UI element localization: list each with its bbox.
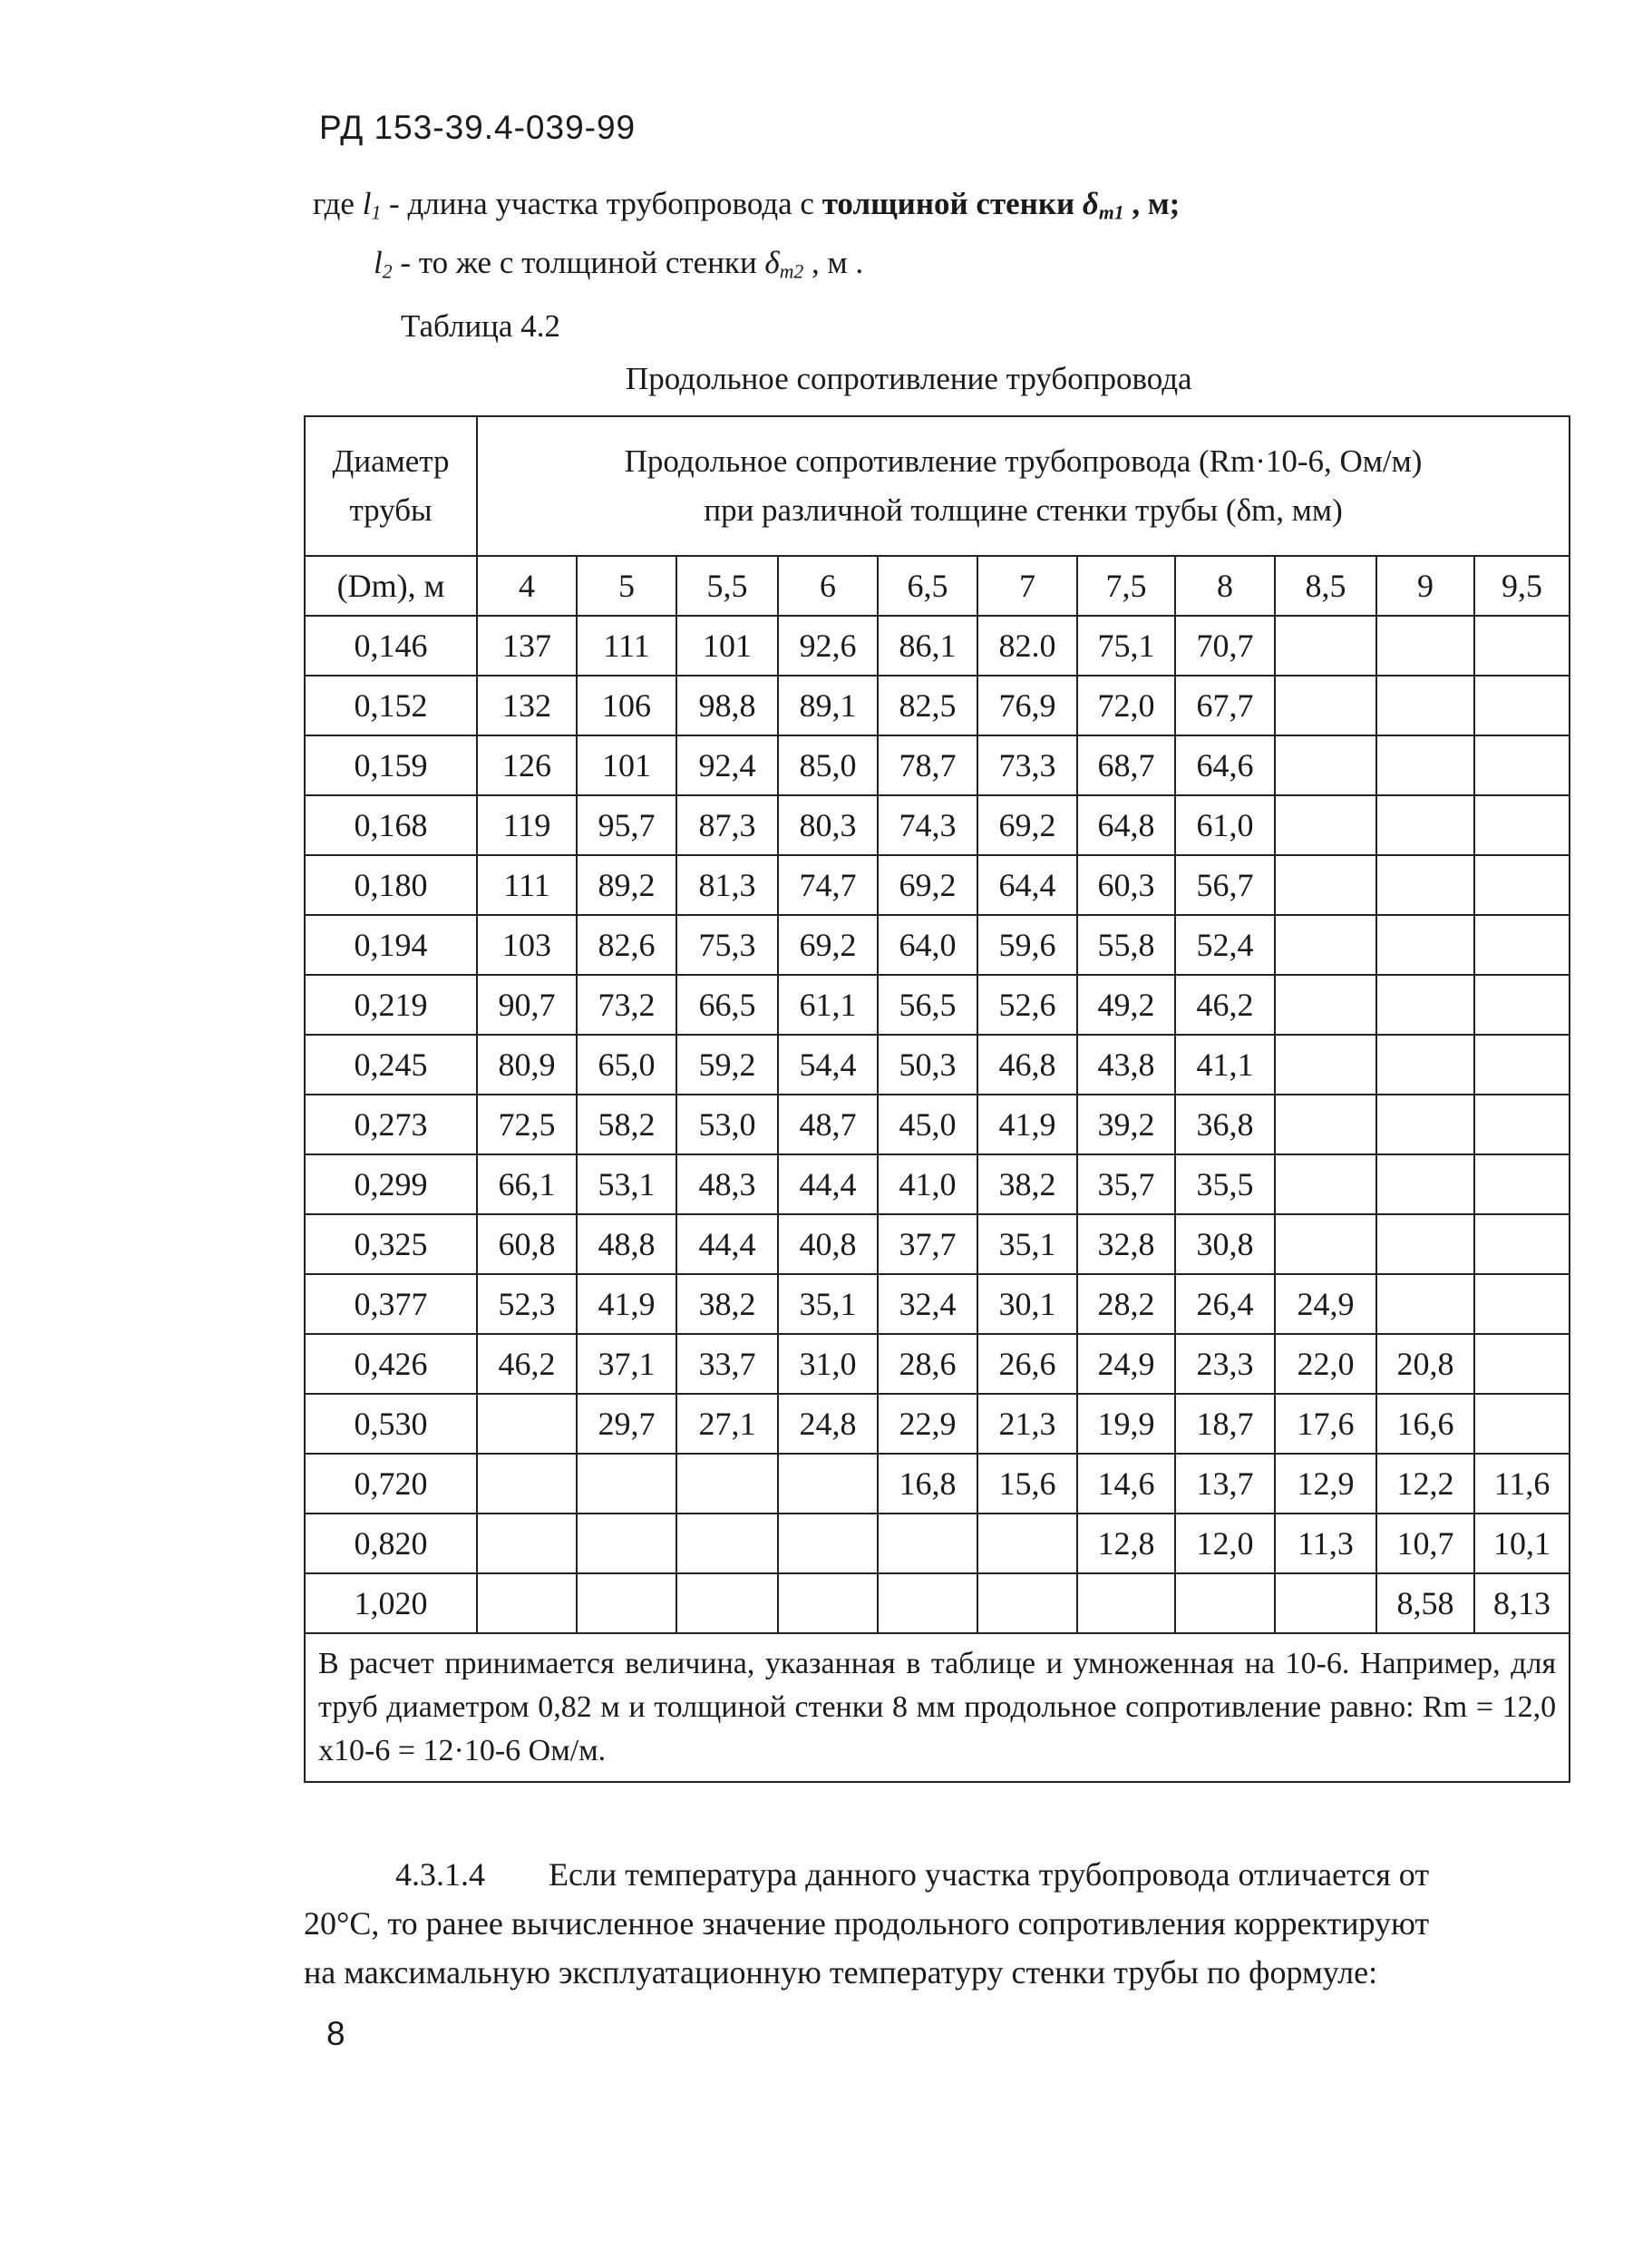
table-row (305, 1334, 1570, 1394)
resistance-cell (1275, 616, 1376, 676)
resistance-cell: 12,8 (1077, 1514, 1175, 1573)
resistance-cell (1474, 616, 1570, 676)
table-row (305, 975, 1570, 1035)
resistance-cell: 27,1 (676, 1394, 778, 1454)
definition-suffix: , м; (1123, 186, 1181, 221)
resistance-cell: 28,6 (878, 1334, 977, 1394)
resistance-cell: 86,1 (878, 616, 977, 676)
resistance-cell: 126 (477, 735, 577, 795)
resistance-cell: 37,1 (577, 1334, 676, 1394)
resistance-cell: 52,3 (477, 1274, 577, 1334)
thickness-header: 8,5 (1275, 556, 1376, 616)
resistance-cell: 35,1 (977, 1214, 1077, 1274)
diameter-cell: 0,426 (305, 1334, 477, 1394)
paragraph-text-1: Если температура данного участка трубопровода отличается от (549, 1856, 1430, 1893)
resistance-cell (477, 1573, 577, 1633)
resistance-cell: 22,0 (1275, 1334, 1376, 1394)
resistance-cell (1275, 975, 1376, 1035)
variable-l2: $l_2$ (374, 245, 393, 283)
header-diameter: Диаметр трубы (305, 416, 477, 556)
resistance-cell (1474, 975, 1570, 1035)
resistance-cell: 64,6 (1175, 735, 1275, 795)
resistance-cell (1275, 1214, 1376, 1274)
resistance-cell (1275, 1154, 1376, 1214)
resistance-cell: 44,4 (676, 1214, 778, 1274)
table-row (305, 1514, 1570, 1573)
resistance-cell: 59,2 (676, 1035, 778, 1095)
diameter-cell: 0,180 (305, 855, 477, 915)
resistance-cell (778, 1514, 878, 1573)
resistance-cell: 15,6 (977, 1454, 1077, 1514)
resistance-cell: 66,5 (676, 975, 778, 1035)
resistance-cell: 8,58 (1376, 1573, 1474, 1633)
resistance-cell: 18,7 (1175, 1394, 1275, 1454)
resistance-cell: 111 (577, 616, 676, 676)
definition-suffix: , м . (803, 245, 864, 280)
resistance-cell (1376, 1214, 1474, 1274)
symbol-delta-m1: $\delta_{m1}$ (1082, 186, 1124, 224)
resistance-cell: 72,0 (1077, 676, 1175, 735)
resistance-cell: 13,7 (1175, 1454, 1275, 1514)
resistance-cell: 53,0 (676, 1095, 778, 1154)
resistance-cell: 56,5 (878, 975, 977, 1035)
thickness-header: 6 (778, 556, 878, 616)
resistance-cell: 82,5 (878, 676, 977, 735)
table-row (305, 735, 1570, 795)
resistance-cell: 12,9 (1275, 1454, 1376, 1514)
table-row (305, 1394, 1570, 1454)
resistance-cell: 106 (577, 676, 676, 735)
thickness-header: 9 (1376, 556, 1474, 616)
resistance-cell (477, 1514, 577, 1573)
resistance-cell: 41,0 (878, 1154, 977, 1214)
resistance-cell: 66,1 (477, 1154, 577, 1214)
resistance-cell: 92,4 (676, 735, 778, 795)
resistance-cell (577, 1573, 676, 1633)
diameter-cell: 0,159 (305, 735, 477, 795)
resistance-cell (1275, 1095, 1376, 1154)
resistance-cell: 59,6 (977, 915, 1077, 975)
resistance-cell: 46,8 (977, 1035, 1077, 1095)
resistance-cell: 37,7 (878, 1214, 977, 1274)
resistance-cell: 50,3 (878, 1035, 977, 1095)
resistance-cell: 76,9 (977, 676, 1077, 735)
header-diameter-unit: (Dm), м (305, 556, 477, 616)
resistance-cell: 53,1 (577, 1154, 676, 1214)
resistance-cell: 65,0 (577, 1035, 676, 1095)
diameter-cell: 0,245 (305, 1035, 477, 1095)
table-row (305, 915, 1570, 975)
resistance-cell: 10,1 (1474, 1514, 1570, 1573)
table-row (305, 676, 1570, 735)
resistance-cell (1376, 1154, 1474, 1214)
table-title: Продольное сопротивление трубопровода (626, 361, 1192, 396)
definition-bold: толщиной стенки (821, 186, 1083, 221)
header-resistance: Продольное сопротивление трубопровода (Rm·10-6, Ом/м) при различной толщине стенки трубы (δm, мм) (477, 416, 1570, 556)
resistance-cell: 14,6 (1077, 1454, 1175, 1514)
resistance-cell (878, 1514, 977, 1573)
resistance-cell: 90,7 (477, 975, 577, 1035)
resistance-cell: 75,3 (676, 915, 778, 975)
resistance-cell: 41,1 (1175, 1035, 1275, 1095)
table-row (305, 1154, 1570, 1214)
definition-text: - то же с толщиной стенки (392, 245, 765, 280)
variable-l1: $l_1$ (362, 186, 382, 224)
resistance-cell (1275, 1573, 1376, 1633)
resistance-cell: 137 (477, 616, 577, 676)
resistance-cell: 64,4 (977, 855, 1077, 915)
resistance-cell: 61,1 (778, 975, 878, 1035)
table-row (305, 1454, 1570, 1514)
resistance-cell: 30,1 (977, 1274, 1077, 1334)
resistance-cell: 16,6 (1376, 1394, 1474, 1454)
resistance-cell: 20,8 (1376, 1334, 1474, 1394)
table-row (305, 1035, 1570, 1095)
resistance-cell: 73,3 (977, 735, 1077, 795)
resistance-cell: 36,8 (1175, 1095, 1275, 1154)
resistance-cell: 87,3 (676, 795, 778, 855)
resistance-cell: 103 (477, 915, 577, 975)
resistance-cell (1376, 1095, 1474, 1154)
resistance-cell (778, 1454, 878, 1514)
resistance-cell (1376, 855, 1474, 915)
thickness-header: 4 (477, 556, 577, 616)
resistance-cell: 52,6 (977, 975, 1077, 1035)
resistance-cell: 132 (477, 676, 577, 735)
resistance-cell (1077, 1573, 1175, 1633)
table-row (305, 1214, 1570, 1274)
resistance-cell: 69,2 (878, 855, 977, 915)
resistance-cell: 49,2 (1077, 975, 1175, 1035)
resistance-cell: 64,8 (1077, 795, 1175, 855)
resistance-cell (1474, 735, 1570, 795)
resistance-cell: 78,7 (878, 735, 977, 795)
diameter-cell: 0,273 (305, 1095, 477, 1154)
resistance-cell (1376, 616, 1474, 676)
thickness-header: 5 (577, 556, 676, 616)
resistance-cell: 35,1 (778, 1274, 878, 1334)
resistance-cell: 12,2 (1376, 1454, 1474, 1514)
resistance-cell: 17,6 (1275, 1394, 1376, 1454)
resistance-cell: 22,9 (878, 1394, 977, 1454)
resistance-cell: 39,2 (1077, 1095, 1175, 1154)
resistance-cell: 46,2 (477, 1334, 577, 1394)
resistance-cell: 60,8 (477, 1214, 577, 1274)
resistance-cell: 75,1 (1077, 616, 1175, 676)
resistance-cell (1474, 1154, 1570, 1214)
resistance-cell: 111 (477, 855, 577, 915)
resistance-cell: 12,0 (1175, 1514, 1275, 1573)
table-row (305, 855, 1570, 915)
paragraph-line-3: на максимальную эксплуатационную температуру стенки трубы по формуле: (304, 1954, 1378, 1991)
resistance-cell: 30,8 (1175, 1214, 1275, 1274)
thickness-header: 8 (1175, 556, 1275, 616)
resistance-cell (1175, 1573, 1275, 1633)
resistance-cell: 38,2 (676, 1274, 778, 1334)
resistance-cell: 48,7 (778, 1095, 878, 1154)
thickness-header: 9,5 (1474, 556, 1570, 616)
resistance-cell: 11,3 (1275, 1514, 1376, 1573)
resistance-cell (1376, 1035, 1474, 1095)
table-row (305, 1573, 1570, 1633)
resistance-cell (878, 1573, 977, 1633)
resistance-cell: 101 (577, 735, 676, 795)
resistance-cell: 24,8 (778, 1394, 878, 1454)
resistance-cell (1474, 1274, 1570, 1334)
resistance-cell: 41,9 (977, 1095, 1077, 1154)
definition-text: - длина участка трубопровода с (381, 186, 822, 221)
paragraph-line-1 (395, 1850, 1429, 1899)
resistance-cell (1474, 1394, 1570, 1454)
resistance-cell: 72,5 (477, 1095, 577, 1154)
diameter-cell: 0,146 (305, 616, 477, 676)
resistance-cell: 43,8 (1077, 1035, 1175, 1095)
resistance-cell: 48,3 (676, 1154, 778, 1214)
resistance-cell (577, 1454, 676, 1514)
resistance-cell: 40,8 (778, 1214, 878, 1274)
resistance-cell (1275, 735, 1376, 795)
table-row (305, 1095, 1570, 1154)
diameter-cell: 0,168 (305, 795, 477, 855)
resistance-cell: 29,7 (577, 1394, 676, 1454)
table-row (305, 795, 1570, 855)
resistance-cell: 48,8 (577, 1214, 676, 1274)
resistance-cell: 60,3 (1077, 855, 1175, 915)
diameter-cell: 0,820 (305, 1514, 477, 1573)
diameter-cell: 0,325 (305, 1214, 477, 1274)
resistance-cell (676, 1514, 778, 1573)
resistance-cell: 54,4 (778, 1035, 878, 1095)
resistance-cell (1474, 855, 1570, 915)
resistance-cell: 85,0 (778, 735, 878, 795)
resistance-cell: 31,0 (778, 1334, 878, 1394)
resistance-cell (1376, 1274, 1474, 1334)
resistance-cell (1376, 915, 1474, 975)
diameter-cell: 0,530 (305, 1394, 477, 1454)
resistance-cell: 69,2 (977, 795, 1077, 855)
resistance-cell: 67,7 (1175, 676, 1275, 735)
resistance-cell (1275, 676, 1376, 735)
symbol-delta-m2: $\delta_{m2}$ (764, 245, 804, 283)
diameter-cell: 0,152 (305, 676, 477, 735)
resistance-cell: 23,3 (1175, 1334, 1275, 1394)
diameter-cell: 0,219 (305, 975, 477, 1035)
resistance-cell: 70,7 (1175, 616, 1275, 676)
resistance-cell: 89,1 (778, 676, 878, 735)
resistance-cell (1474, 1334, 1570, 1394)
resistance-cell: 46,2 (1175, 975, 1275, 1035)
resistance-cell (1275, 1035, 1376, 1095)
thickness-header: 7,5 (1077, 556, 1175, 616)
resistance-cell: 28,2 (1077, 1274, 1175, 1334)
resistance-cell: 35,7 (1077, 1154, 1175, 1214)
resistance-cell: 81,3 (676, 855, 778, 915)
resistance-cell (1376, 735, 1474, 795)
resistance-cell (977, 1573, 1077, 1633)
table-row (305, 616, 1570, 676)
resistance-cell: 32,4 (878, 1274, 977, 1334)
thickness-header: 6,5 (878, 556, 977, 616)
resistance-cell (477, 1454, 577, 1514)
resistance-cell (1275, 855, 1376, 915)
resistance-cell (1275, 795, 1376, 855)
resistance-cell (1474, 795, 1570, 855)
diameter-cell: 0,194 (305, 915, 477, 975)
table-label: Таблица 4.2 (401, 308, 560, 344)
definition-line-2 (374, 245, 863, 283)
resistance-cell: 55,8 (1077, 915, 1175, 975)
resistance-cell: 56,7 (1175, 855, 1275, 915)
paragraph-number: 4.3.1.4 (395, 1856, 485, 1893)
resistance-cell (977, 1514, 1077, 1573)
resistance-cell: 45,0 (878, 1095, 977, 1154)
resistance-cell: 35,5 (1175, 1154, 1275, 1214)
resistance-cell: 26,4 (1175, 1274, 1275, 1334)
paragraph-line-2: 20°C, то ранее вычисленное значение продольного сопротивления корректируют (304, 1905, 1430, 1942)
resistance-table (304, 415, 1570, 1783)
resistance-cell: 82.0 (977, 616, 1077, 676)
resistance-cell: 92,6 (778, 616, 878, 676)
resistance-cell: 19,9 (1077, 1394, 1175, 1454)
document-header: РД 153-39.4-039-99 (319, 109, 637, 146)
diameter-cell: 1,020 (305, 1573, 477, 1633)
definition-prefix: где (313, 186, 363, 221)
resistance-cell: 74,3 (878, 795, 977, 855)
resistance-cell: 95,7 (577, 795, 676, 855)
table-row (305, 1274, 1570, 1334)
resistance-cell: 119 (477, 795, 577, 855)
definition-line-1 (313, 186, 1180, 224)
resistance-cell: 69,2 (778, 915, 878, 975)
resistance-cell (1376, 975, 1474, 1035)
resistance-cell: 44,4 (778, 1154, 878, 1214)
resistance-cell (1376, 676, 1474, 735)
resistance-cell: 89,2 (577, 855, 676, 915)
resistance-cell (477, 1394, 577, 1454)
resistance-cell: 80,3 (778, 795, 878, 855)
resistance-cell: 10,7 (1376, 1514, 1474, 1573)
resistance-cell (1275, 915, 1376, 975)
resistance-cell (1474, 915, 1570, 975)
resistance-cell: 33,7 (676, 1334, 778, 1394)
resistance-cell: 68,7 (1077, 735, 1175, 795)
resistance-cell: 64,0 (878, 915, 977, 975)
diameter-cell: 0,377 (305, 1274, 477, 1334)
resistance-cell: 73,2 (577, 975, 676, 1035)
resistance-cell: 101 (676, 616, 778, 676)
resistance-cell: 32,8 (1077, 1214, 1175, 1274)
resistance-cell (778, 1573, 878, 1633)
resistance-cell: 58,2 (577, 1095, 676, 1154)
resistance-cell: 24,9 (1077, 1334, 1175, 1394)
resistance-cell (676, 1454, 778, 1514)
resistance-cell (676, 1573, 778, 1633)
resistance-cell: 98,8 (676, 676, 778, 735)
diameter-cell: 0,720 (305, 1454, 477, 1514)
resistance-cell: 24,9 (1275, 1274, 1376, 1334)
resistance-cell: 74,7 (778, 855, 878, 915)
resistance-cell: 41,9 (577, 1274, 676, 1334)
table-note: В расчет принимается величина, указанная в таблице и умноженная на 10-6. Например, для труб диаметром 0,82 м и толщиной стенки 8 мм продольное сопротивление равно: Rm = 12,0 x10-6 = 12·10-6 Ом/м. (305, 1633, 1570, 1782)
resistance-cell: 38,2 (977, 1154, 1077, 1214)
resistance-cell (1474, 1095, 1570, 1154)
resistance-cell: 52,4 (1175, 915, 1275, 975)
thickness-header: 5,5 (676, 556, 778, 616)
diameter-cell: 0,299 (305, 1154, 477, 1214)
resistance-cell (577, 1514, 676, 1573)
resistance-cell (1474, 676, 1570, 735)
page-number: 8 (326, 2015, 346, 2052)
resistance-cell (1376, 795, 1474, 855)
resistance-cell: 11,6 (1474, 1454, 1570, 1514)
resistance-cell: 21,3 (977, 1394, 1077, 1454)
resistance-cell: 16,8 (878, 1454, 977, 1514)
resistance-cell: 61,0 (1175, 795, 1275, 855)
resistance-cell: 80,9 (477, 1035, 577, 1095)
thickness-header: 7 (977, 556, 1077, 616)
resistance-cell: 8,13 (1474, 1573, 1570, 1633)
resistance-cell: 82,6 (577, 915, 676, 975)
resistance-cell (1474, 1214, 1570, 1274)
resistance-cell: 26,6 (977, 1334, 1077, 1394)
resistance-cell (1474, 1035, 1570, 1095)
